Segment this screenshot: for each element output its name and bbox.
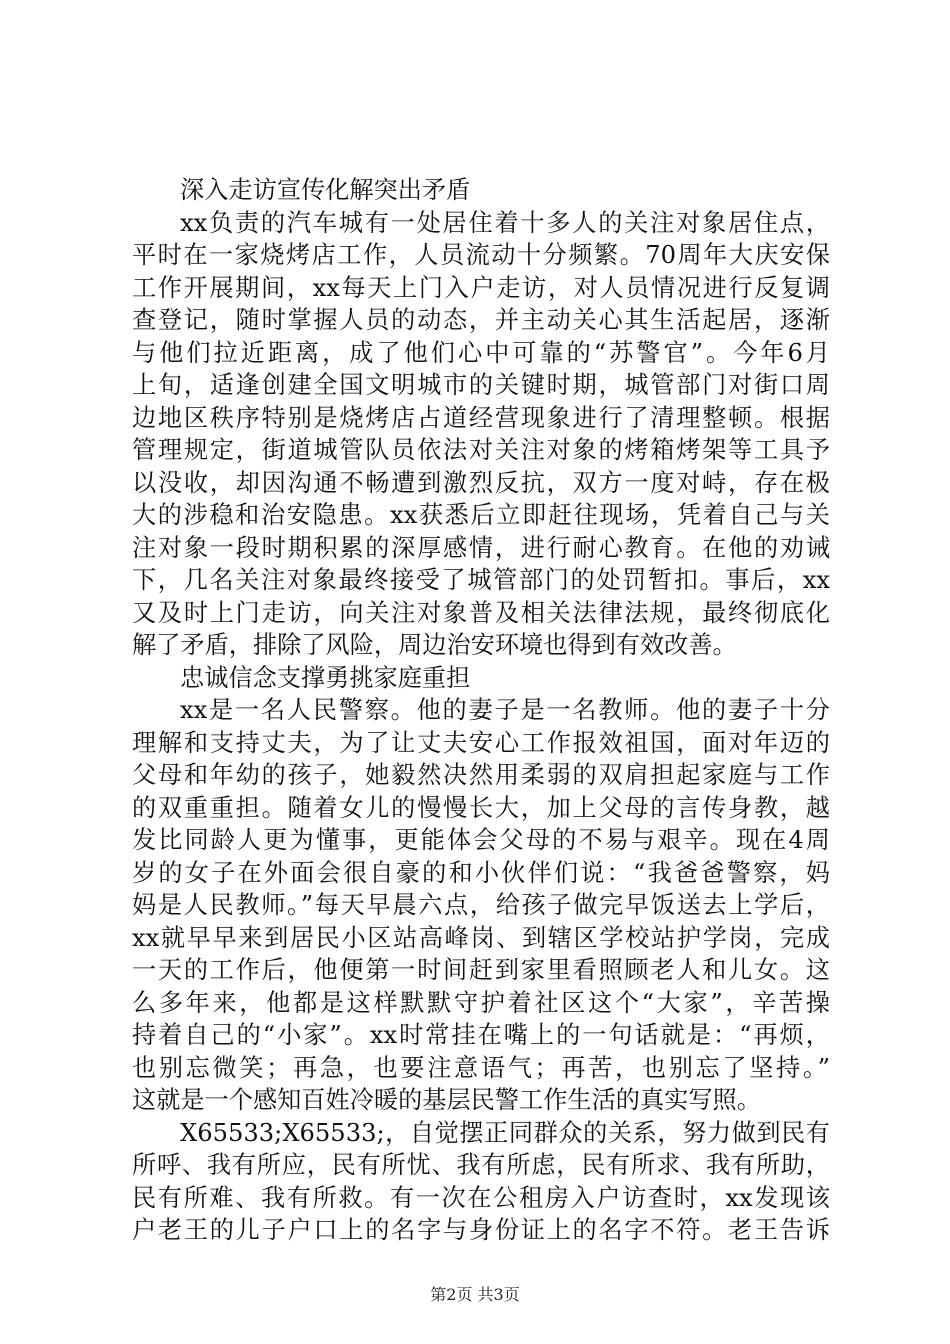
paragraph-line: 一天的工作后，他便第一时间赶到家里看照顾老人和儿女。这 bbox=[132, 956, 830, 984]
paragraph-line: X65533;X65533;，自觉摆正同群众的关系，努力做到民有 bbox=[180, 1118, 830, 1147]
paragraph-line: 大的涉稳和治安隐患。xx获悉后立即赶往现场，凭着自己与关 bbox=[132, 501, 830, 529]
paragraph-line: xx负责的汽车城有一处居住着十多人的关注对象居住点， bbox=[180, 208, 830, 237]
paragraph-line: 下，几名关注对象最终接受了城管部门的处罚暂扣。事后，xx bbox=[132, 566, 830, 594]
paragraph-line: 查登记，随时掌握人员的动态，并主动关心其生活起居，逐渐 bbox=[132, 306, 830, 334]
paragraph-line: 民有所难、我有所救。有一次在公租房入户访查时，xx发现该 bbox=[132, 1183, 830, 1212]
paragraph-line: 父母和年幼的孩子，她毅然决然用柔弱的双肩担起家庭与工作 bbox=[132, 761, 830, 789]
paragraph-line: 户老王的儿子户口上的名字与身份证上的名字不符。老王告诉 bbox=[132, 1216, 830, 1244]
page-number-footer: 第2页 共3页 bbox=[430, 1285, 520, 1304]
paragraph-line: 持着自己的“小家”。xx时常挂在嘴上的一句话就是：“再烦， bbox=[132, 1021, 830, 1049]
paragraph-line: 发比同龄人更为懂事，更能体会父母的不易与艰辛。现在4周 bbox=[132, 826, 830, 854]
paragraph-line: 所呼、我有所应，民有所忧、我有所虑，民有所求、我有所助， bbox=[132, 1151, 830, 1179]
paragraph-line: 边地区秩序特别是烧烤店占道经营现象进行了清理整顿。根据 bbox=[132, 403, 830, 432]
paragraph-line: 以没收，却因沟通不畅遭到激烈反抗，双方一度对峙，存在极 bbox=[132, 468, 830, 497]
paragraph-line: 么多年来，他都是这样默默守护着社区这个“大家”，辛苦操 bbox=[132, 988, 830, 1017]
paragraph-line: 理解和支持丈夫，为了让丈夫安心工作报效祖国，面对年迈的 bbox=[132, 728, 830, 757]
paragraph-line: 工作开展期间，xx每天上门入户走访，对人员情况进行反复调 bbox=[132, 273, 830, 302]
paragraph-line: 注对象一段时期积累的深厚感情，进行耐心教育。在他的劝诫 bbox=[132, 533, 830, 562]
paragraph-line: 妈是人民教师。”每天早晨六点，给孩子做完早饭送去上学后， bbox=[132, 891, 830, 919]
paragraph-line: 这就是一个感知百姓冷暖的基层民警工作生活的真实写照。 bbox=[132, 1086, 761, 1114]
paragraph-line: 管理规定，街道城管队员依法对关注对象的烤箱烤架等工具予 bbox=[132, 436, 830, 464]
paragraph-line: 又及时上门走访，向关注对象普及相关法律法规，最终彻底化 bbox=[132, 598, 830, 627]
paragraph-line: xx就早早来到居民小区站高峰岗、到辖区学校站护学岗，完成 bbox=[132, 923, 830, 952]
paragraph-line: 也别忘微笑；再急，也要注意语气；再苦，也别忘了坚持。” bbox=[132, 1053, 830, 1082]
section-heading: 忠诚信念支撑勇挑家庭重担 bbox=[180, 663, 471, 692]
paragraph-line: 的双重重担。随着女儿的慢慢长大，加上父母的言传身教，越 bbox=[132, 793, 830, 822]
section-heading: 深入走访宣传化解突出矛盾 bbox=[180, 176, 471, 204]
paragraph-line: 岁的女子在外面会很自豪的和小伙伴们说：“我爸爸警察，妈 bbox=[132, 858, 830, 887]
paragraph-line: 与他们拉近距离，成了他们心中可靠的“苏警官”。今年6月 bbox=[132, 338, 830, 367]
paragraph-line: xx是一名人民警察。他的妻子是一名教师。他的妻子十分 bbox=[180, 696, 830, 724]
paragraph-line: 解了矛盾，排除了风险，周边治安环境也得到有效改善。 bbox=[132, 631, 737, 659]
paragraph-line: 平时在一家烧烤店工作，人员流动十分频繁。70周年大庆安保 bbox=[132, 241, 830, 269]
paragraph-line: 上旬，适逢创建全国文明城市的关键时期，城管部门对街口周 bbox=[132, 371, 830, 399]
document-body bbox=[132, 174, 830, 1247]
